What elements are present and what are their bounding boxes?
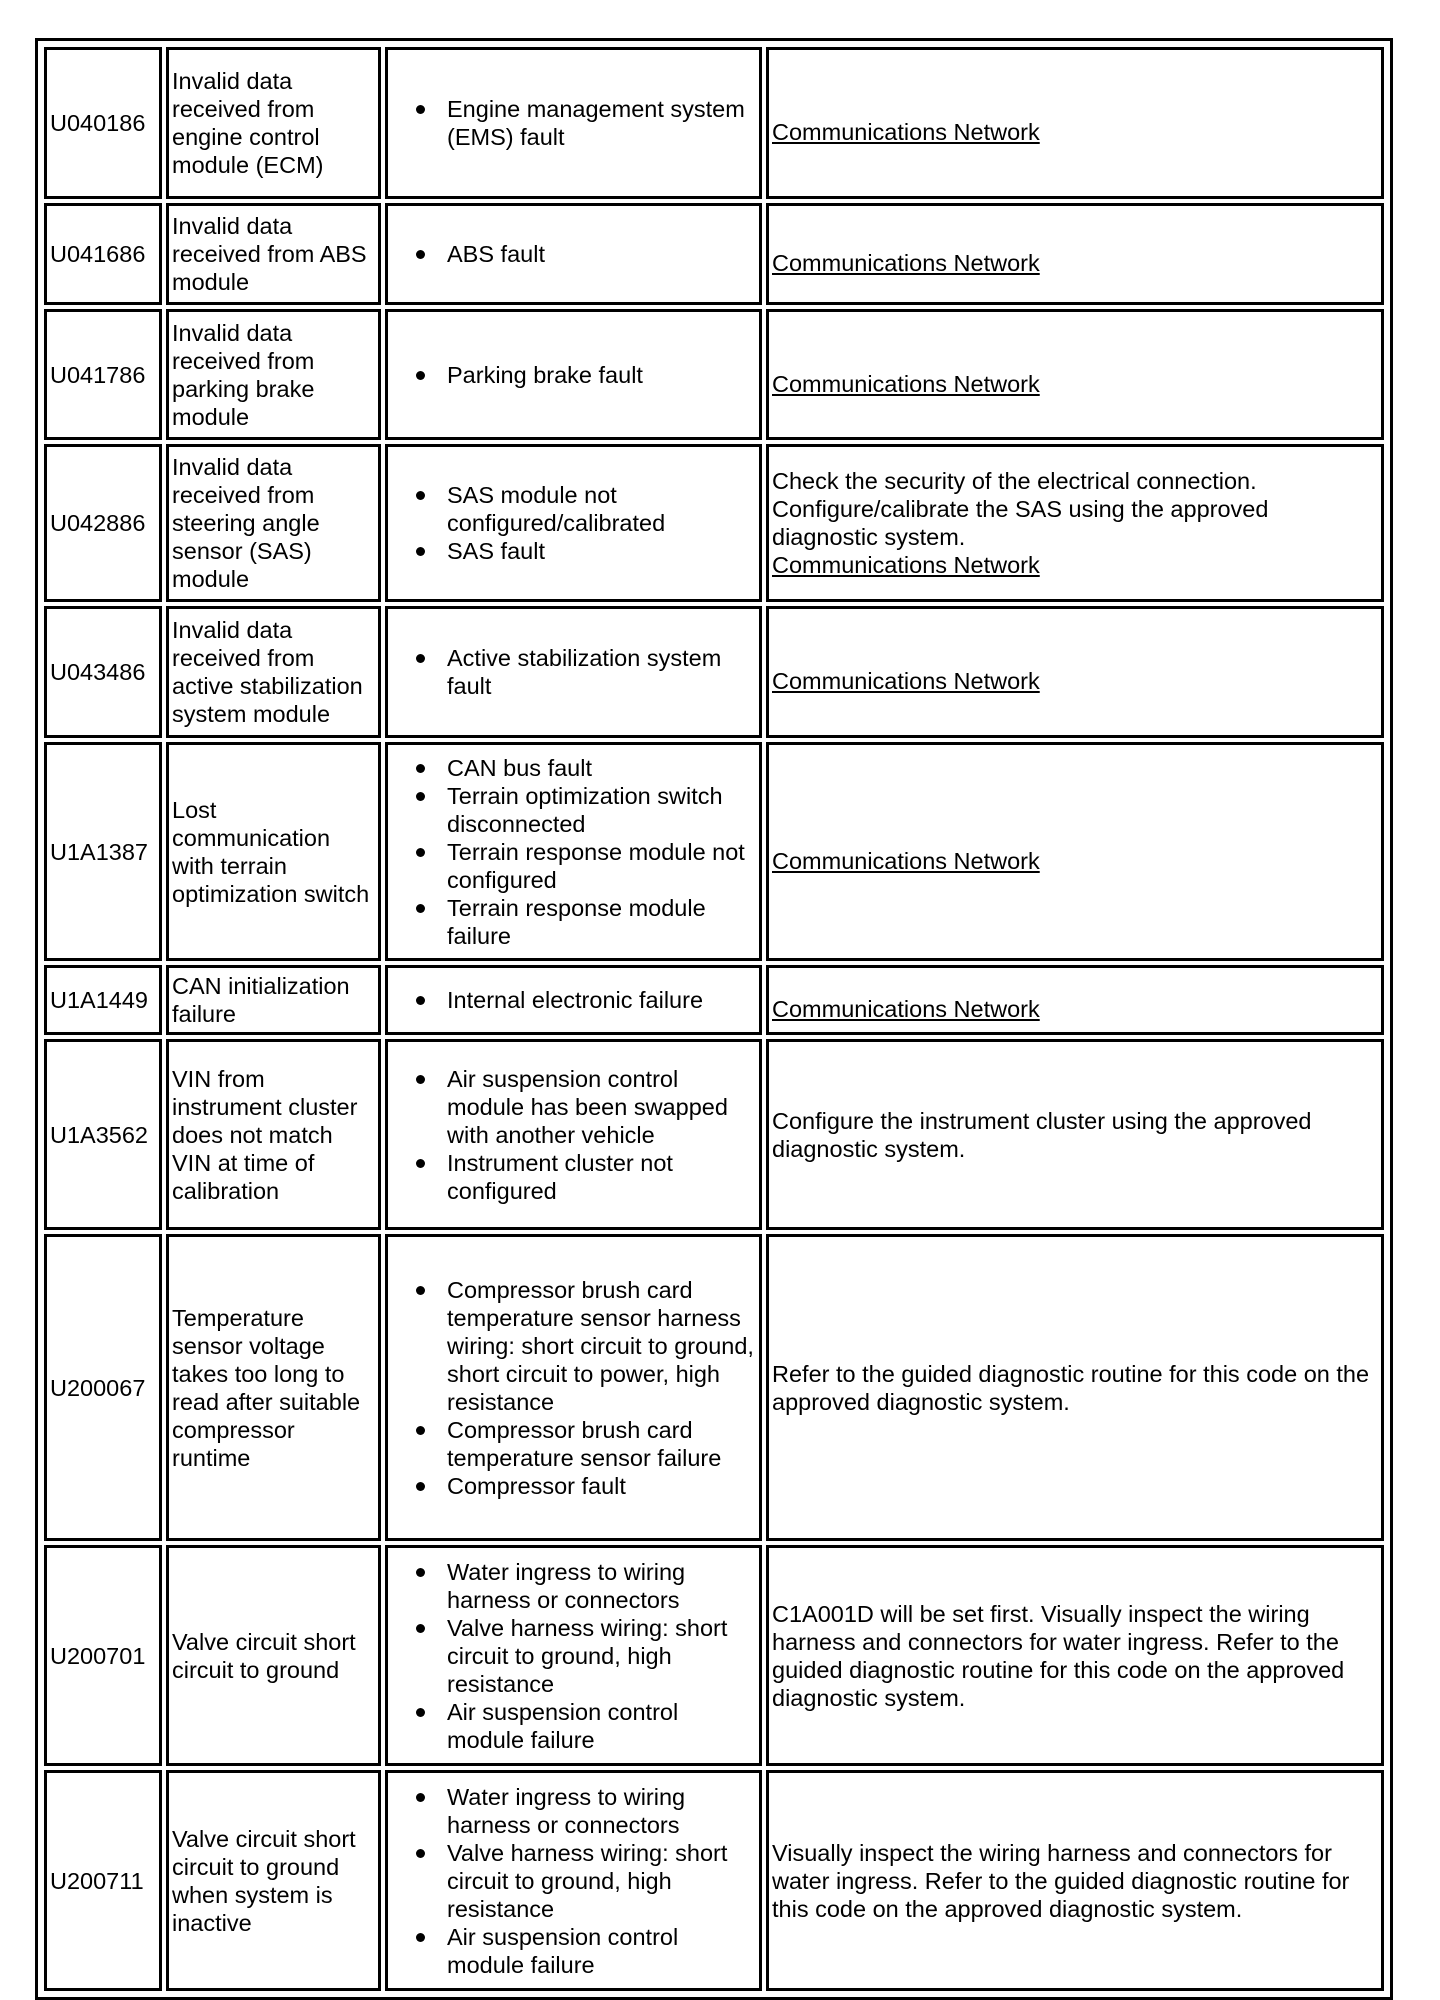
causes-list: [391, 361, 756, 389]
dtc-action-cell: [766, 1545, 1384, 1766]
cause-list-item: Active stabilization system fault: [447, 644, 756, 700]
communications-network-link[interactable]: Communications Network: [772, 370, 1040, 397]
dtc-table-body: [44, 47, 1384, 1991]
dtc-description-cell: Invalid data received from active stabilization system module: [166, 606, 381, 738]
dtc-code-cell: U1A1387: [44, 742, 162, 961]
dtc-action-cell: [766, 203, 1384, 305]
cause-list-item: Terrain optimization switch disconnected: [447, 782, 756, 838]
cause-list-item: SAS fault: [447, 537, 756, 565]
dtc-action-cell: [766, 1039, 1384, 1230]
dtc-description-cell: Lost communication with terrain optimization switch: [166, 742, 381, 961]
cause-list-item: Compressor brush card temperature sensor failure: [447, 1416, 756, 1472]
dtc-code-cell: U042886: [44, 444, 162, 602]
dtc-code-cell: U200701: [44, 1545, 162, 1766]
cause-list-item: Air suspension control module failure: [447, 1698, 756, 1754]
table-row: [44, 1039, 1384, 1230]
cause-list-item: Valve harness wiring: short circuit to ground, high resistance: [447, 1614, 756, 1698]
causes-list: [391, 240, 756, 268]
dtc-code-cell: U1A1449: [44, 965, 162, 1035]
table-row: [44, 203, 1384, 305]
table-row: [44, 1234, 1384, 1541]
cause-list-item: Terrain response module failure: [447, 894, 756, 950]
table-row: [44, 742, 1384, 961]
table-row: [44, 606, 1384, 738]
dtc-action-cell: [766, 47, 1384, 199]
dtc-description-cell: Invalid data received from engine control module (ECM): [166, 47, 381, 199]
communications-network-link[interactable]: Communications Network: [772, 847, 1040, 874]
causes-list: [391, 1783, 756, 1979]
dtc-action-cell: [766, 444, 1384, 602]
action-text: Configure the instrument cluster using the approved diagnostic system.: [772, 1107, 1312, 1162]
dtc-action-cell: [766, 1234, 1384, 1541]
action-text: C1A001D will be set first. Visually inspect the wiring harness and connectors for water ingress. Refer to the guided diagnostic routine for this code on the approved diagnostic system.: [772, 1600, 1345, 1711]
communications-network-link[interactable]: Communications Network: [772, 119, 1040, 145]
communications-network-link[interactable]: Communications Network: [772, 668, 1040, 694]
causes-list: [391, 481, 756, 565]
cause-list-item: Internal electronic failure: [447, 986, 756, 1014]
dtc-code-cell: U043486: [44, 606, 162, 738]
table-row: [44, 1770, 1384, 1991]
cause-list-item: Valve harness wiring: short circuit to ground, high resistance: [447, 1839, 756, 1923]
dtc-description-cell: Valve circuit short circuit to ground when system is inactive: [166, 1770, 381, 1991]
cause-list-item: Engine management system (EMS) fault: [447, 95, 756, 151]
dtc-causes-cell: [385, 742, 762, 961]
cause-list-item: Water ingress to wiring harness or connectors: [447, 1558, 756, 1614]
dtc-code-cell: U1A3562: [44, 1039, 162, 1230]
cause-list-item: CAN bus fault: [447, 754, 756, 782]
communications-network-link[interactable]: Communications Network: [772, 250, 1040, 276]
dtc-description-cell: VIN from instrument cluster does not match VIN at time of calibration: [166, 1039, 381, 1230]
table-row: [44, 965, 1384, 1035]
cause-list-item: Parking brake fault: [447, 361, 756, 389]
dtc-action-cell: [766, 965, 1384, 1035]
dtc-code-cell: U040186: [44, 47, 162, 199]
cause-list-item: ABS fault: [447, 240, 756, 268]
cause-list-item: Water ingress to wiring harness or connectors: [447, 1783, 756, 1839]
dtc-description-cell: Invalid data received from ABS module: [166, 203, 381, 305]
dtc-description-cell: Invalid data received from steering angle sensor (SAS) module: [166, 444, 381, 602]
dtc-table: [40, 43, 1388, 1995]
dtc-description-cell: CAN initialization failure: [166, 965, 381, 1035]
table-row: [44, 47, 1384, 199]
dtc-causes-cell: [385, 309, 762, 440]
communications-network-link[interactable]: Communications Network: [772, 996, 1040, 1022]
dtc-causes-cell: [385, 606, 762, 738]
dtc-code-cell: U041686: [44, 203, 162, 305]
causes-list: [391, 1065, 756, 1205]
causes-list: [391, 1558, 756, 1754]
causes-list: [391, 95, 756, 151]
causes-list: [391, 986, 756, 1014]
action-text: Visually inspect the wiring harness and connectors for water ingress. Refer to the guided diagnostic routine for this code on the approved diagnostic system.: [772, 1839, 1350, 1922]
dtc-code-cell: U200067: [44, 1234, 162, 1541]
dtc-causes-cell: [385, 444, 762, 602]
cause-list-item: Instrument cluster not configured: [447, 1149, 756, 1205]
cause-list-item: Compressor brush card temperature sensor harness wiring: short circuit to ground, short circuit to power, high resistance: [447, 1276, 756, 1416]
dtc-code-cell: U041786: [44, 309, 162, 440]
dtc-action-cell: [766, 309, 1384, 440]
table-row: [44, 1545, 1384, 1766]
dtc-causes-cell: [385, 1039, 762, 1230]
cause-list-item: Compressor fault: [447, 1472, 756, 1500]
action-text: Check the security of the electrical connection. Configure/calibrate the SAS using the approved diagnostic system.: [772, 468, 1269, 550]
dtc-action-cell: [766, 1770, 1384, 1991]
dtc-causes-cell: [385, 965, 762, 1035]
dtc-causes-cell: [385, 203, 762, 305]
cause-list-item: Air suspension control module has been swapped with another vehicle: [447, 1065, 756, 1149]
causes-list: [391, 754, 756, 950]
dtc-description-cell: Invalid data received from parking brake module: [166, 309, 381, 440]
dtc-causes-cell: [385, 1545, 762, 1766]
table-row: [44, 309, 1384, 440]
dtc-causes-cell: [385, 47, 762, 199]
dtc-description-cell: Temperature sensor voltage takes too long to read after suitable compressor runtime: [166, 1234, 381, 1541]
dtc-action-cell: [766, 606, 1384, 738]
communications-network-link[interactable]: Communications Network: [772, 552, 1040, 578]
dtc-table-frame: [35, 38, 1393, 2000]
cause-list-item: Terrain response module not configured: [447, 838, 756, 894]
dtc-code-cell: U200711: [44, 1770, 162, 1991]
cause-list-item: Air suspension control module failure: [447, 1923, 756, 1979]
dtc-description-cell: Valve circuit short circuit to ground: [166, 1545, 381, 1766]
causes-list: [391, 644, 756, 700]
table-row: [44, 444, 1384, 602]
dtc-causes-cell: [385, 1770, 762, 1991]
cause-list-item: SAS module not configured/calibrated: [447, 481, 756, 537]
dtc-causes-cell: [385, 1234, 762, 1541]
dtc-action-cell: [766, 742, 1384, 961]
action-text: Refer to the guided diagnostic routine for this code on the approved diagnostic system.: [772, 1360, 1370, 1415]
causes-list: [391, 1276, 756, 1500]
